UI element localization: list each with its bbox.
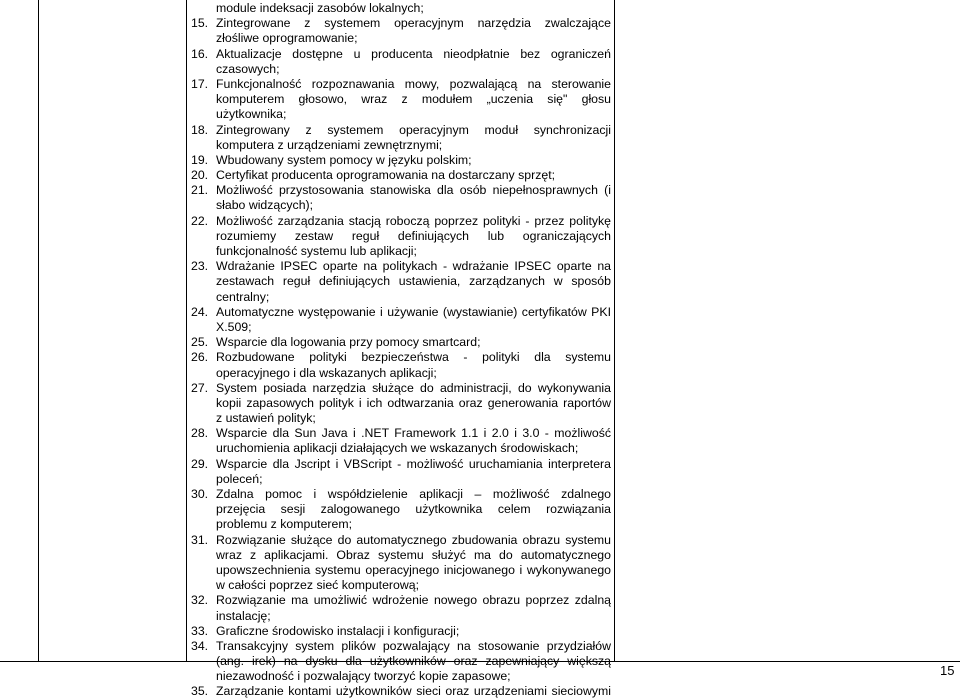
list-item-text: X.509; xyxy=(216,319,252,334)
list-item-text: Rozwiązanie służące do automatycznego zbudowania obrazu systemu xyxy=(216,532,611,547)
list-item-continuation xyxy=(191,517,611,532)
list-item-text: Wsparcie dla Jscript i VBScript - możliwość uruchamiania interpretera xyxy=(216,456,611,471)
list-item xyxy=(191,214,611,229)
list-item xyxy=(191,183,611,198)
list-item xyxy=(191,47,611,62)
page-number: 15 xyxy=(940,663,955,678)
list-item-text: upowszechnienia systemu operacyjnego inicjowanego i wykonywanego xyxy=(216,562,611,577)
list-item-text: wraz z aplikacjami. Obraz systemu służyć ma do automatycznego xyxy=(216,547,611,562)
list-item-number: 20. xyxy=(191,168,209,183)
list-item-continuation xyxy=(191,654,611,669)
list-item xyxy=(191,684,611,699)
list-item-text: Rozbudowane polityki bezpieczeństwa - polityki dla systemu xyxy=(216,350,611,365)
list-item-number: 27. xyxy=(191,380,209,395)
list-item-text: module indeksacji zasobów lokalnych; xyxy=(216,1,424,15)
list-item-text: problemu z komputerem; xyxy=(216,517,353,532)
list-item-number: 28. xyxy=(191,426,209,441)
list-item-text: przejęcia sesji zalogowanego użytkownika celem rozwiązania xyxy=(216,502,611,517)
list-item-text: Wsparcie dla logowania przy pomocy smartcard; xyxy=(216,335,481,350)
list-item-number: 35. xyxy=(191,684,209,699)
list-item-text: niezawodność i pozwalający tworzyć kopie zapasowe; xyxy=(216,669,511,684)
list-item-text: Certyfikat producenta oprogramowania na dostarczany sprzęt; xyxy=(216,168,556,183)
list-item xyxy=(191,487,611,502)
list-item-number: 15. xyxy=(191,16,209,31)
list-item-text: z ustawień polityk; xyxy=(216,411,316,426)
list-item-continuation xyxy=(191,62,611,77)
list-item-text: uruchomienia aplikacji działających we wskazanych środowiskach; xyxy=(216,441,579,456)
list-item xyxy=(191,335,611,350)
table-border-left xyxy=(38,0,39,662)
list-item xyxy=(191,77,611,92)
list-item-continuation xyxy=(191,31,611,46)
list-item xyxy=(191,593,611,608)
list-item-continuation xyxy=(191,548,611,563)
list-item-text: Wsparcie dla Sun Java i .NET Framework 1.1 i 2.0 i 3.0 - możliwość xyxy=(216,426,611,441)
list-item-continuation xyxy=(191,320,611,335)
list-item-text: rozumiemy zestaw reguł definiujących lub ograniczających xyxy=(216,228,611,243)
list-item-number: 18. xyxy=(191,122,209,137)
list-item-continuation xyxy=(191,107,611,122)
requirements-list xyxy=(191,1,611,700)
list-item xyxy=(191,305,611,320)
list-item-continuation xyxy=(191,669,611,684)
list-item-text: Możliwość przystosowania stanowiska dla osób niepełnosprawnych (i xyxy=(216,183,611,198)
list-item-continuation xyxy=(191,198,611,213)
list-item-number: 19. xyxy=(191,152,209,167)
list-item-text: operacyjnego i dla wskazanych aplikacji; xyxy=(216,365,437,380)
list-item-continuation xyxy=(191,366,611,381)
list-item-number: 31. xyxy=(191,532,209,547)
column-divider-2 xyxy=(614,0,615,662)
list-item-continuation xyxy=(191,472,611,487)
list-item-continuation xyxy=(191,563,611,578)
list-item-text: Zintegrowane z systemem operacyjnym narzędzia zwalczające xyxy=(216,16,611,31)
list-item xyxy=(191,123,611,138)
list-item-text: poleceń; xyxy=(216,471,263,486)
list-item-number: 21. xyxy=(191,183,209,198)
list-item xyxy=(191,457,611,472)
list-item-continuation xyxy=(191,229,611,244)
list-item xyxy=(191,426,611,441)
list-item-text: Możliwość zarządzania stacją roboczą poprzez polityki - przez politykę xyxy=(216,213,611,228)
list-item-text: centralny; xyxy=(216,289,270,304)
list-item-number: 30. xyxy=(191,487,209,501)
list-item-text: zestawach reguł definiujących ustawienia, zarządzanych w sposób xyxy=(216,274,611,289)
list-item xyxy=(191,259,611,274)
list-item-continuation xyxy=(191,290,611,305)
list-item-text: komputerem głosowo, wraz z modułem „uczenia się" głosu xyxy=(216,92,611,107)
list-item-text: Wbudowany system pomocy w języku polskim; xyxy=(216,152,472,167)
list-item-text: w całości poprzez sieć komputerową; xyxy=(216,578,419,593)
list-item-text: Rozwiązanie ma umożliwić wdrożenie nowego obrazu poprzez zdalną xyxy=(216,593,611,608)
list-item-text: Graficzne środowisko instalacji i konfiguracji; xyxy=(216,623,460,638)
list-item-number: 23. xyxy=(191,259,209,274)
list-item-number: 17. xyxy=(191,76,209,91)
list-item-continuation xyxy=(191,441,611,456)
list-item-number: 16. xyxy=(191,46,209,61)
list-item-number: 22. xyxy=(191,213,209,228)
list-item-number: 33. xyxy=(191,623,209,638)
list-item-text: czasowych; xyxy=(216,61,280,76)
list-item-text: Automatyczne występowanie i używanie (wystawianie) certyfikatów PKI xyxy=(216,304,611,319)
list-item-number: 26. xyxy=(191,350,209,365)
list-item-text: użytkownika; xyxy=(216,107,287,122)
list-item-text: (ang. irek) na dysku dla użytkowników oraz zapewniający większą xyxy=(216,654,611,669)
list-item-text: Transakcyjny system plików pozwalający na stosowanie przydziałów xyxy=(216,638,611,653)
list-item-text: Zarządzanie kontami użytkowników sieci oraz urządzeniami sieciowymi xyxy=(216,684,611,699)
list-item-continuation xyxy=(191,609,611,624)
list-item-continuation xyxy=(191,138,611,153)
list-item-number: 25. xyxy=(191,335,209,350)
list-item-continuation xyxy=(191,502,611,517)
list-item-text: System posiada narzędzia służące do administracji, do wykonywania xyxy=(216,380,611,395)
list-item xyxy=(191,381,611,396)
list-item-number: 24. xyxy=(191,304,209,319)
list-item-continuation xyxy=(191,396,611,411)
list-item-number: 29. xyxy=(191,456,209,471)
list-item-continuation xyxy=(191,578,611,593)
list-item-text: Funkcjonalność rozpoznawania mowy, pozwalającą na sterowanie xyxy=(216,76,611,91)
list-item-text: funkcjonalność systemu lub aplikacji; xyxy=(216,244,417,258)
list-item-number: 32. xyxy=(191,593,209,608)
list-item xyxy=(191,624,611,639)
list-item-text: instalację; xyxy=(216,608,271,623)
column-divider-1 xyxy=(186,0,187,662)
list-item xyxy=(191,153,611,168)
list-item-text: Aktualizacje dostępne u producenta nieodpłatnie bez ograniczeń xyxy=(216,46,611,61)
list-item-continuation xyxy=(191,274,611,289)
list-item-text: słabo widzących); xyxy=(216,198,314,213)
list-item-text: złośliwe oprogramowanie; xyxy=(216,31,358,46)
list-item-continuation xyxy=(191,411,611,426)
list-item-text: komputera z urządzeniami zewnętrznymi; xyxy=(216,137,443,152)
list-item xyxy=(191,350,611,365)
list-item-continuation xyxy=(191,244,611,259)
list-item xyxy=(191,1,611,16)
list-item-text: kopii zapasowych polityk i ich odtwarzania oraz generowania raportów xyxy=(216,395,611,410)
list-item-number: 34. xyxy=(191,638,209,653)
list-item xyxy=(191,639,611,654)
list-item-text: Zintegrowany z systemem operacyjnym moduł synchronizacji xyxy=(216,122,611,137)
list-item-text: Zdalna pomoc i współdzielenie aplikacji – możliwość zdalnego xyxy=(216,487,611,501)
list-item-text: Wdrażanie IPSEC oparte na politykach - wdrażanie IPSEC oparte na xyxy=(216,259,611,274)
list-item xyxy=(191,168,611,183)
list-item xyxy=(191,533,611,548)
list-item xyxy=(191,16,611,31)
list-item-continuation xyxy=(191,92,611,107)
